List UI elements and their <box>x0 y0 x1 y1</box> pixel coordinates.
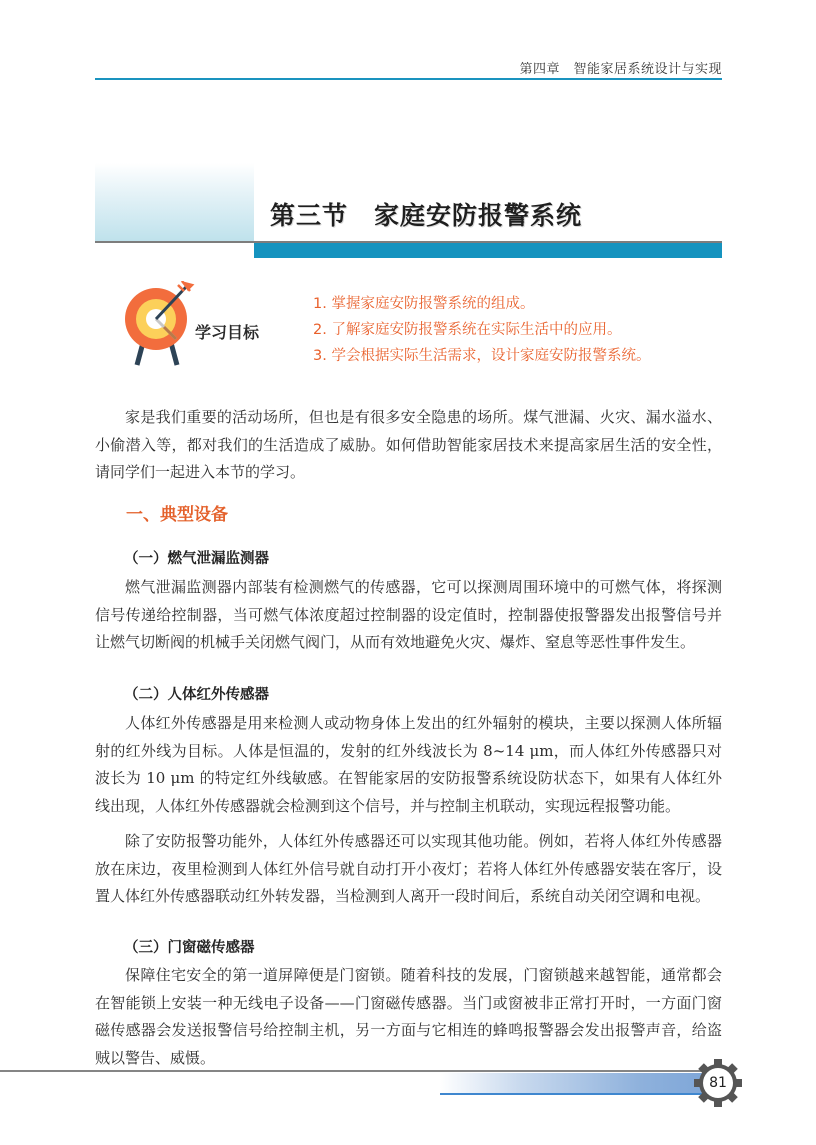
chapter-title: 第四章 智能家居系统设计与实现 <box>519 62 722 77</box>
target-arrow-icon <box>122 281 198 367</box>
paragraph-pir-sensor-1: 人体红外传感器是用来检测人或动物身体上发出的红外辐射的模块，主要以探测人体所辐射的红外线为目标。人体是恒温的，发射的红外线波长为 8~14 μm，而人体红外传感器只对波长为 10 μm 的特定红外线敏感。在智能家居的安防报警系统设防状态下，如果有人体红外线出现，人体红外传感器就会检测到这个信号，并与控制主机联动，实现远程报警功能。 <box>95 714 722 815</box>
objectives-label: 学习目标 <box>195 323 260 342</box>
paragraph-door-window-sensor: 保障住宅安全的第一道屏障便是门窗锁。随着科技的发展，门窗锁越来越智能，通常都会在智能锁上安装一种无线电子设备——门窗磁传感器。当门或窗被非正常打开时，一方面门窗磁传感器会发送报警信号给控制主机，另一方面与它相连的蜂鸣报警器会发出报警声音，给盗贼以警告、威慑。 <box>95 966 722 1067</box>
section-title: 第三节 家庭安防报警系统 <box>270 201 583 230</box>
title-gradient-block <box>95 163 254 241</box>
objective-item: 1. 掌握家庭安防报警系统的组成。 <box>313 296 535 312</box>
paragraph-gas-leak-detector: 燃气泄漏监测器内部装有检测燃气的传感器，它可以探测周围环境中的可燃气体，将探测信号传递给控制器，当可燃气体浓度超过控制器的设定值时，控制器使报警器发出报警信号并让燃气切断阀的机械手关闭燃气阀门，从而有效地避免火灾、爆炸、窒息等恶性事件发生。 <box>95 578 722 651</box>
footer-divider <box>0 1070 705 1072</box>
objectives-list <box>313 291 650 369</box>
subheading-door-window-sensor: （三）门窗磁传感器 <box>124 940 255 956</box>
page-number: 81 <box>709 1075 727 1091</box>
objective-item: 3. 学会根据实际生活需求，设计家庭安防报警系统。 <box>313 348 651 364</box>
heading-typical-devices: 一、典型设备 <box>126 505 228 525</box>
objective-item: 2. 了解家庭安防报警系统在实际生活中的应用。 <box>313 322 622 338</box>
paragraph-pir-sensor-2: 除了安防报警功能外，人体红外传感器还可以实现其他功能。例如，若将人体红外传感器放在床边，夜里检测到人体红外信号就自动打开小夜灯；若将人体红外传感器安装在客厅，设置人体红外传感器联动红外转发器，当检测到人离开一段时间后，系统自动关闭空调和电视。 <box>95 832 722 905</box>
running-header <box>95 52 722 80</box>
title-accent-bar <box>254 243 722 258</box>
subheading-pir-sensor: （二）人体红外传感器 <box>124 687 269 703</box>
subheading-gas-leak-detector: （一）燃气泄漏监测器 <box>124 551 269 567</box>
intro-paragraph: 家是我们重要的活动场所，但也是有很多安全隐患的场所。煤气泄漏、火灾、漏水溢水、小偷潜入等，都对我们的生活造成了威胁。如何借助智能家居技术来提高家居生活的安全性，请同学们一起进入本节的学习。 <box>95 408 722 481</box>
footer-gradient-bar <box>440 1073 708 1095</box>
